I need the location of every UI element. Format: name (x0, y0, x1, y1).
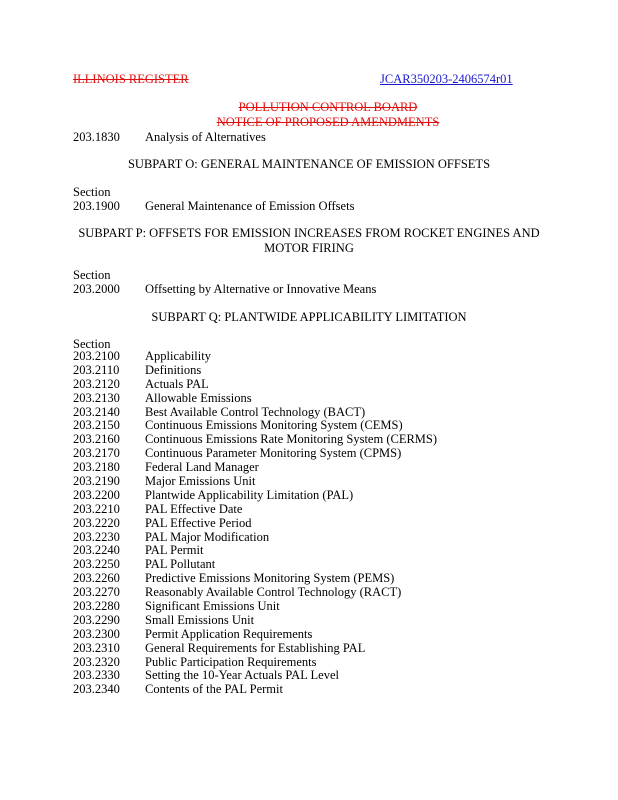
section-title: PAL Permit (145, 543, 204, 558)
section-number: 203.2250 (73, 557, 120, 572)
toc-entry (73, 475, 437, 489)
section-title: PAL Effective Date (145, 501, 243, 516)
toc-entry (73, 503, 437, 517)
section-number: 203.2210 (73, 501, 120, 516)
section-number: 203.1900 (73, 199, 120, 213)
section-title: General Maintenance of Emission Offsets (145, 199, 355, 213)
toc-entry (73, 531, 437, 545)
subpart-q-section-list (73, 350, 437, 697)
toc-entry (73, 364, 437, 378)
section-title: Actuals PAL (145, 376, 209, 391)
section-number: 203.2340 (73, 682, 120, 697)
section-number: 203.2200 (73, 487, 120, 502)
agency-title: POLLUTION CONTROL BOARD (238, 100, 418, 114)
notice-title: NOTICE OF PROPOSED AMENDMENTS (216, 115, 440, 129)
section-title: Reasonably Available Control Technology (RACT) (145, 585, 402, 600)
toc-entry (73, 130, 266, 145)
toc-entry (73, 642, 437, 656)
section-title: PAL Effective Period (145, 515, 252, 530)
section-label: Section (73, 185, 111, 199)
section-number: 203.2140 (73, 404, 120, 419)
section-title: Offsetting by Alternative or Innovative Means (145, 282, 377, 296)
section-title: Small Emissions Unit (145, 612, 255, 627)
section-title: PAL Major Modification (145, 529, 270, 544)
toc-entry (73, 350, 437, 364)
section-number: 203.2220 (73, 515, 120, 530)
toc-entry (73, 656, 437, 670)
section-label: Section (73, 337, 111, 351)
toc-entry (73, 433, 437, 447)
section-number: 203.2190 (73, 474, 120, 489)
section-number: 203.2230 (73, 529, 120, 544)
section-title: Definitions (145, 362, 202, 377)
toc-entry (73, 419, 437, 433)
section-title: Permit Application Requirements (145, 626, 313, 641)
section-title: PAL Pollutant (145, 557, 216, 572)
section-title: Applicability (145, 349, 211, 363)
section-title: Public Participation Requirements (145, 654, 317, 669)
section-title: Contents of the PAL Permit (145, 682, 283, 697)
toc-entry (73, 586, 437, 600)
toc-entry (73, 600, 437, 614)
toc-entry (73, 489, 437, 503)
section-number: 203.2180 (73, 460, 120, 475)
toc-entry (73, 628, 437, 642)
section-title: Predictive Emissions Monitoring System (PEMS) (145, 571, 395, 586)
section-number: 203.2280 (73, 599, 120, 614)
section-number: 203.2100 (73, 349, 120, 363)
section-title: Federal Land Manager (145, 460, 259, 475)
subpart-q-heading: SUBPART Q: PLANTWIDE APPLICABILITY LIMITATION (151, 310, 467, 324)
section-number: 203.2320 (73, 654, 120, 669)
toc-entry (73, 447, 437, 461)
section-number: 203.1830 (73, 130, 120, 144)
subpart-o-heading: SUBPART O: GENERAL MAINTENANCE OF EMISSION OFFSETS (127, 157, 491, 171)
section-number: 203.2160 (73, 432, 120, 447)
section-title: Continuous Emissions Monitoring System (CEMS) (145, 418, 403, 433)
section-number: 203.2310 (73, 640, 120, 655)
section-title: Significant Emissions Unit (145, 599, 280, 614)
section-number: 203.2260 (73, 571, 120, 586)
section-number: 203.2270 (73, 585, 120, 600)
section-number: 203.2000 (73, 282, 120, 296)
toc-entry (73, 669, 437, 683)
section-title: Analysis of Alternatives (145, 130, 266, 144)
section-title: Major Emissions Unit (145, 474, 256, 489)
section-label: Section (73, 268, 111, 282)
section-number: 203.2240 (73, 543, 120, 558)
section-number: 203.2330 (73, 668, 120, 683)
toc-entry (73, 392, 437, 406)
toc-entry (73, 614, 437, 628)
section-number: 203.2170 (73, 446, 120, 461)
section-title: Continuous Emissions Rate Monitoring System (CERMS) (145, 432, 438, 447)
toc-entry (73, 572, 437, 586)
section-number: 203.2290 (73, 612, 120, 627)
subpart-p-heading: SUBPART P: OFFSETS FOR EMISSION INCREASES FROM ROCKET ENGINES AND MOTOR FIRING (78, 226, 540, 255)
register-header: ILLINOIS REGISTER (73, 72, 189, 86)
toc-entry (73, 544, 437, 558)
toc-entry (73, 517, 437, 531)
section-title: Setting the 10-Year Actuals PAL Level (145, 668, 339, 683)
section-number: 203.2110 (73, 362, 120, 377)
toc-entry (73, 461, 437, 475)
toc-entry (73, 558, 437, 572)
toc-entry (73, 406, 437, 420)
toc-entry (73, 683, 437, 697)
section-number: 203.2120 (73, 376, 120, 391)
section-number: 203.2130 (73, 390, 120, 405)
section-title: Allowable Emissions (145, 390, 252, 405)
toc-entry (73, 199, 354, 214)
section-title: Plantwide Applicability Limitation (PAL) (145, 487, 354, 502)
section-title: General Requirements for Establishing PAL (145, 640, 366, 655)
document-id-link[interactable]: JCAR350203-2406574r01 (380, 72, 513, 86)
section-title: Best Available Control Technology (BACT) (145, 404, 366, 419)
toc-entry (73, 282, 376, 297)
section-title: Continuous Parameter Monitoring System (CPMS) (145, 446, 402, 461)
section-number: 203.2150 (73, 418, 120, 433)
toc-entry (73, 378, 437, 392)
section-number: 203.2300 (73, 626, 120, 641)
